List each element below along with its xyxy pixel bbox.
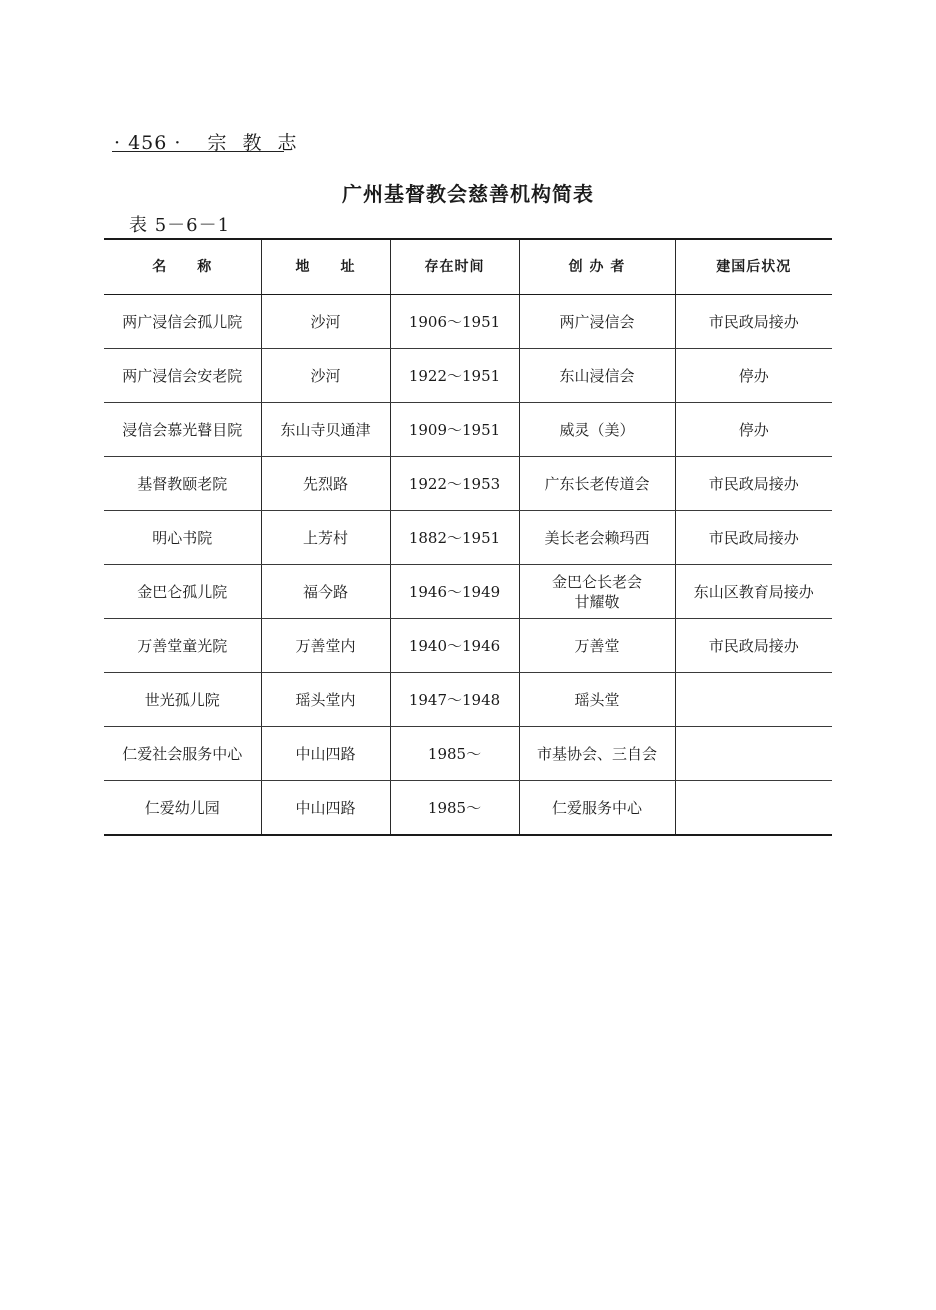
table-row <box>104 511 832 565</box>
cell-status: 停办 <box>675 403 832 457</box>
cell-period: 1946～1949 <box>390 565 519 619</box>
cell-address: 沙河 <box>261 295 390 349</box>
cell-name: 明心书院 <box>104 511 261 565</box>
book-title: 宗 教 志 <box>207 132 302 154</box>
cell-name: 世光孤儿院 <box>104 673 261 727</box>
cell-founder: 市基协会、三自会 <box>519 727 675 781</box>
column-header-status: 建国后状况 <box>675 239 832 295</box>
charity-institutions-table <box>104 238 832 836</box>
cell-address: 东山寺贝通津 <box>261 403 390 457</box>
table-header-row <box>104 239 832 295</box>
cell-status <box>675 673 832 727</box>
column-header-name: 名 称 <box>104 239 261 295</box>
cell-address: 沙河 <box>261 349 390 403</box>
cell-period: 1940～1946 <box>390 619 519 673</box>
cell-period: 1947～1948 <box>390 673 519 727</box>
table-row <box>104 727 832 781</box>
cell-status: 市民政局接办 <box>675 511 832 565</box>
column-header-founder: 创 办 者 <box>519 239 675 295</box>
cell-founder: 瑶头堂 <box>519 673 675 727</box>
cell-period: 1906～1951 <box>390 295 519 349</box>
table-row <box>104 781 832 836</box>
cell-founder: 广东长老传道会 <box>519 457 675 511</box>
cell-address: 上芳村 <box>261 511 390 565</box>
table-row <box>104 673 832 727</box>
cell-name: 基督教颐老院 <box>104 457 261 511</box>
cell-status: 东山区教育局接办 <box>675 565 832 619</box>
column-header-period: 存在时间 <box>390 239 519 295</box>
cell-status <box>675 781 832 836</box>
cell-address: 中山四路 <box>261 727 390 781</box>
cell-period: 1985～ <box>390 781 519 836</box>
cell-name: 两广浸信会孤儿院 <box>104 295 261 349</box>
cell-status: 市民政局接办 <box>675 619 832 673</box>
cell-period: 1922～1951 <box>390 349 519 403</box>
cell-address: 中山四路 <box>261 781 390 836</box>
cell-founder: 两广浸信会 <box>519 295 675 349</box>
cell-address: 瑶头堂内 <box>261 673 390 727</box>
header-rule <box>112 151 284 152</box>
cell-founder: 万善堂 <box>519 619 675 673</box>
table-row <box>104 295 832 349</box>
cell-name: 浸信会慕光瞽目院 <box>104 403 261 457</box>
cell-address: 万善堂内 <box>261 619 390 673</box>
table-title: 广州基督教会慈善机构简表 <box>342 182 594 206</box>
cell-name: 两广浸信会安老院 <box>104 349 261 403</box>
cell-name: 仁爱幼儿园 <box>104 781 261 836</box>
cell-founder: 东山浸信会 <box>519 349 675 403</box>
cell-status <box>675 727 832 781</box>
cell-status: 停办 <box>675 349 832 403</box>
table-row <box>104 619 832 673</box>
cell-founder: 美长老会赖玛西 <box>519 511 675 565</box>
cell-address: 福今路 <box>261 565 390 619</box>
column-header-address: 地 址 <box>261 239 390 295</box>
cell-founder: 仁爱服务中心 <box>519 781 675 836</box>
table-number: 表 5－6－1 <box>129 215 231 236</box>
cell-founder: 威灵（美） <box>519 403 675 457</box>
cell-address: 先烈路 <box>261 457 390 511</box>
page-number: · 456 · <box>114 132 182 154</box>
cell-name: 仁爱社会服务中心 <box>104 727 261 781</box>
table-row <box>104 565 832 619</box>
table-row <box>104 457 832 511</box>
table-row <box>104 349 832 403</box>
cell-status: 市民政局接办 <box>675 295 832 349</box>
cell-period: 1882～1951 <box>390 511 519 565</box>
cell-founder: 金巴仑长老会 甘耀敬 <box>519 565 675 619</box>
cell-status: 市民政局接办 <box>675 457 832 511</box>
cell-name: 金巴仑孤儿院 <box>104 565 261 619</box>
cell-period: 1922～1953 <box>390 457 519 511</box>
cell-name: 万善堂童光院 <box>104 619 261 673</box>
table-row <box>104 403 832 457</box>
cell-period: 1909～1951 <box>390 403 519 457</box>
cell-period: 1985～ <box>390 727 519 781</box>
